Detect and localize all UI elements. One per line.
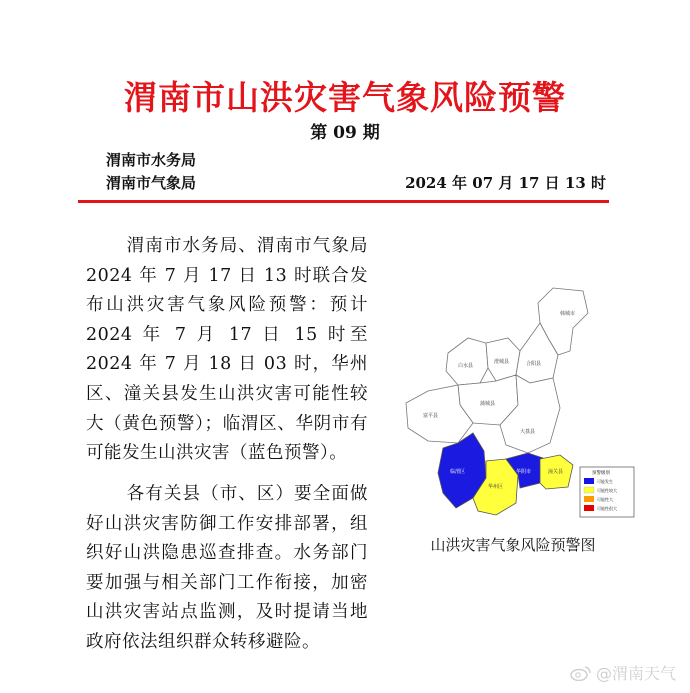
label-linwei: 临渭区	[450, 469, 466, 475]
issue-number: 第 09 期	[310, 123, 380, 143]
warning-map	[388, 283, 638, 528]
label-fuping: 富平县	[423, 413, 439, 419]
warning-title: 渭南市山洪灾害气象风险预警	[124, 78, 566, 117]
label-chengcheng: 澄城县	[494, 359, 510, 365]
map-region-baishui	[446, 338, 488, 385]
label-huayin: 华阴市	[516, 469, 532, 475]
issuer-meteorological-bureau: 渭南市气象局	[106, 174, 197, 192]
legend-swatch-orange	[584, 496, 594, 502]
paragraph-text: 各有关县（市、区）要全面做好山洪灾害防御工作安排部署，组织好山洪隐患巡查排查。水务部门要加强与相关部门工作衔接，加密山洪灾害站点监测，及时提请当地政府依法组织群众转移避险。	[86, 484, 368, 652]
legend-swatch-red	[584, 505, 594, 511]
watermark-text: @渭南天气	[595, 664, 676, 683]
issuer-water-bureau: 渭南市水务局	[106, 151, 197, 169]
label-tongguan: 潼关县	[548, 469, 564, 475]
map-legend	[580, 467, 634, 517]
watermark	[570, 661, 676, 684]
issue-date: 2024 年 07 月 17 日 13 时	[405, 174, 606, 192]
header-divider	[78, 200, 609, 203]
legend-swatch-blue	[584, 478, 594, 484]
label-dali: 大荔县	[520, 429, 536, 435]
legend-item-2: 可能性较大	[597, 488, 617, 493]
label-hancheng: 韩城市	[560, 311, 576, 317]
body-paragraph-2	[86, 480, 368, 658]
label-heyang: 合阳县	[526, 361, 542, 367]
legend-item-1: 可能发生	[597, 479, 613, 484]
map-caption: 山洪灾害气象风险预警图	[430, 536, 596, 554]
label-baishui: 白水县	[458, 363, 474, 369]
paragraph-text: 渭南市水务局、渭南市气象局 2024 年 7 月 17 日 13 时联合发布山洪灾害气象风险预警：预计 2024 年 7 月 17 日 15 时至 2024 年 7 月 18 日 03 时，华州区、潼关县发生山洪灾害可能性较大（黄色预警）；临渭区、华阴市有可能发生山洪灾害（蓝色预警）。	[86, 236, 368, 464]
legend-item-4: 可能性很大	[597, 506, 617, 511]
label-pucheng: 蒲城县	[480, 401, 496, 407]
body-paragraph-1	[86, 232, 368, 469]
legend-title: 预警级别	[592, 471, 610, 476]
label-huazhou: 华州区	[488, 484, 504, 490]
weibo-icon	[570, 665, 592, 681]
legend-swatch-yellow	[584, 487, 594, 493]
legend-item-3: 可能性大	[597, 497, 613, 502]
